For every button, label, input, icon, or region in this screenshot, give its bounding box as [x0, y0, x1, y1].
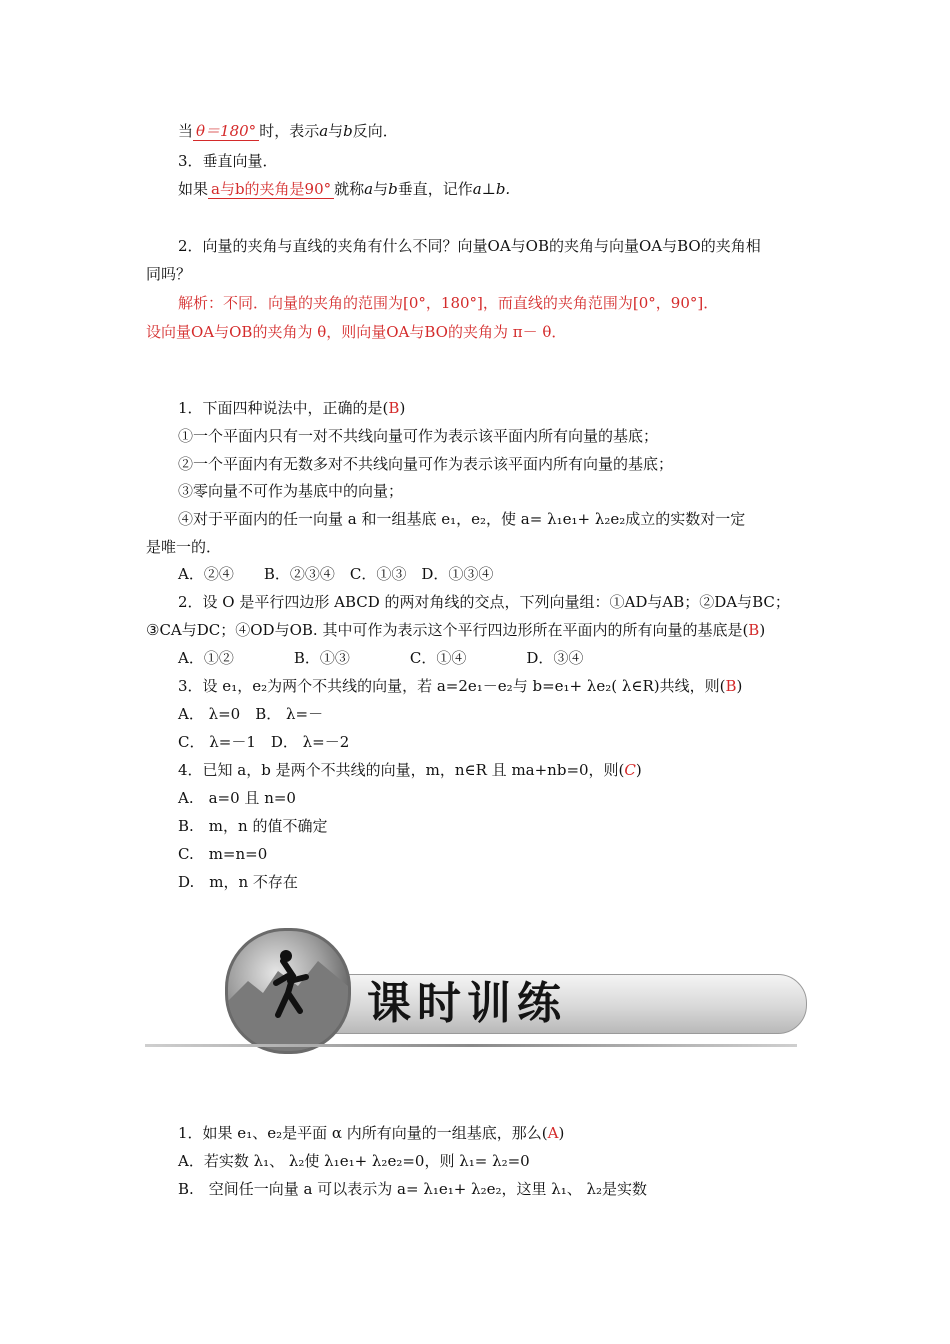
- answer-explanation: 解析：不同．向量的夹角的范围为[0°，180°]，而直线的夹角范围为[0°，90°]．: [178, 294, 719, 312]
- question-text: 同吗？: [146, 265, 192, 283]
- question-text: 2．向量的夹角与直线的夹角有什么不同？向量OA与OB的夹角与向量OA与BO的夹角相: [178, 237, 761, 255]
- choices: A． λ=0 B． λ=－: [178, 705, 324, 723]
- fill-in-answer: a与b的夹角是90°: [208, 180, 334, 199]
- banner-divider: [145, 1044, 797, 1047]
- climber-image: [225, 928, 351, 1054]
- option-text: ②一个平面内有无数多对不共线向量可作为表示该平面内所有向量的基底；: [178, 455, 674, 473]
- option-text: ①一个平面内只有一对不共线向量可作为表示该平面内所有向量的基底；: [178, 427, 659, 445]
- answer-letter: B: [388, 399, 400, 417]
- option-text: 是唯一的．: [146, 538, 222, 556]
- choice-a: A．若实数 λ₁、 λ₂使 λ₁e₁+ λ₂e₂=0，则 λ₁= λ₂=0: [178, 1152, 530, 1170]
- choice-c: C. m=n=0: [178, 845, 268, 863]
- question-text: 1．如果 e₁、e₂是平面 α 内所有向量的一组基底，那么(A): [178, 1124, 565, 1142]
- answer-letter: B: [748, 621, 760, 639]
- text-line: 当 θ＝180° 时，表示a与b反向．: [178, 122, 398, 140]
- section-heading: 3．垂直向量．: [178, 152, 278, 170]
- question-text: 1．下面四种说法中，正确的是(B): [178, 399, 406, 417]
- choices: A．①② B．①③ C．①④ D．③④: [178, 649, 584, 667]
- question-text: 2．设 O 是平行四边形 ABCD 的两对角线的交点，下列向量组：①AD与AB；②DA与BC；: [178, 593, 790, 611]
- choices: A．②④ B．②③④ C．①③ D．①③④: [178, 565, 494, 583]
- choices: C． λ=－1 D． λ=－2: [178, 733, 350, 751]
- banner-title: 课时训练: [367, 978, 567, 1029]
- question-text: 4．已知 a，b 是两个不共线的向量，m，n∈R 且 ma+nb=0，则(C): [178, 761, 642, 779]
- climber-icon: [228, 931, 348, 1051]
- choice-d: D. m，n 不存在: [178, 873, 298, 891]
- answer-explanation: 设向量OA与OB的夹角为 θ，则向量OA与BO的夹角为 π－ θ．: [146, 323, 567, 341]
- text-line: 如果 a与b的夹角是90° 就称a与b垂直，记作a⊥b.: [178, 180, 511, 198]
- question-text: 3．设 e₁，e₂为两个不共线的向量，若 a=2e₁－e₂与 b=e₁+ λe₂( λ∈R)共线，则(B): [178, 677, 743, 695]
- lesson-training-banner: [145, 922, 797, 1056]
- option-text: ④对于平面内的任一向量 a 和一组基底 e₁，e₂，使 a= λ₁e₁+ λ₂e₂成立的实数对一定: [178, 510, 746, 528]
- answer-letter: B: [725, 677, 737, 695]
- choice-a: A. a=0 且 n=0: [178, 789, 296, 807]
- answer-letter: C: [624, 761, 636, 779]
- fill-in-answer: θ＝180°: [193, 122, 259, 141]
- choice-b: B. 空间任一向量 a 可以表示为 a= λ₁e₁+ λ₂e₂，这里 λ₁、 λ₂是实数: [178, 1180, 648, 1198]
- question-text: ③CA与DC；④OD与OB. 其中可作为表示这个平行四边形所在平面内的所有向量的基底是(B): [146, 621, 766, 639]
- choice-b: B. m，n 的值不确定: [178, 817, 328, 835]
- answer-letter: A: [547, 1124, 559, 1142]
- option-text: ③零向量不可作为基底中的向量；: [178, 482, 404, 500]
